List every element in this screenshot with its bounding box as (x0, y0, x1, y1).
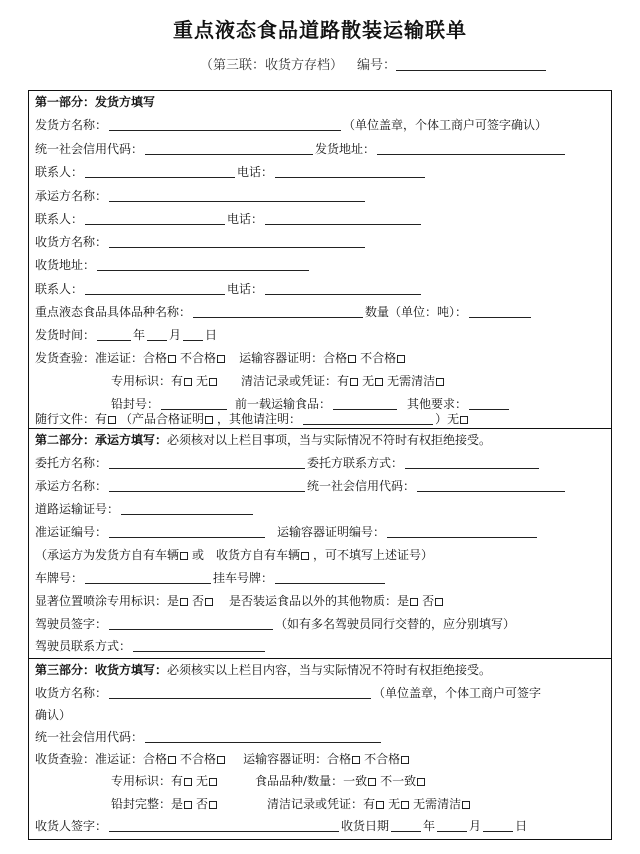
label-no: 否 (196, 797, 209, 811)
label-seal-intact: 铅封完整： (111, 797, 172, 811)
label-yes: 有 (171, 374, 184, 388)
recv-container-qualified-checkbox[interactable] (352, 756, 360, 764)
label-carrier-name: 承运方名称： (35, 479, 108, 493)
spray-yes-checkbox[interactable] (180, 598, 188, 606)
permit-qualified-checkbox[interactable] (168, 355, 176, 363)
seal-note-b: 确认） (35, 708, 72, 722)
seal-no-field[interactable] (161, 397, 227, 410)
client-name-field[interactable] (109, 456, 305, 469)
number-field[interactable] (396, 56, 546, 71)
trailer-field[interactable] (275, 571, 385, 584)
label-consistent: 一致 (343, 774, 368, 788)
label-no: 无 (196, 774, 209, 788)
receive-addr-field[interactable] (97, 258, 309, 271)
label-no: 无 (362, 374, 375, 388)
ship-day-field[interactable] (183, 328, 203, 341)
label-phone: 电话： (237, 165, 274, 179)
container-cert-no-field[interactable] (387, 525, 537, 538)
label-permit: 准运证： (95, 752, 144, 766)
part3-header: 第三部分：收货方填写： (35, 663, 168, 677)
recv-mark-yes-checkbox[interactable] (184, 778, 192, 786)
label-product-name: 重点液态食品具体品种名称： (35, 305, 192, 319)
label-no: 否 (422, 594, 435, 608)
part3-section (29, 658, 611, 840)
label-permit-no: 准运证编号： (35, 525, 108, 539)
sender-name-field[interactable] (109, 118, 341, 131)
product-name-field[interactable] (193, 305, 363, 318)
label-attached: 随行文件： (35, 412, 96, 426)
sender-vehicle-checkbox[interactable] (180, 552, 188, 560)
clean-yes-checkbox[interactable] (350, 378, 358, 386)
credit-code-field[interactable] (145, 142, 313, 155)
recv-mark-no-checkbox[interactable] (209, 778, 217, 786)
other-note-field[interactable] (303, 412, 433, 425)
receive-month-field[interactable] (437, 819, 467, 832)
label-sender-name: 发货方名称： (35, 118, 108, 132)
label-yes: 有 (171, 774, 184, 788)
label-special-mark: 专用标识： (111, 774, 172, 788)
receiver-phone-field[interactable] (265, 282, 421, 295)
label-receiver-name: 收货方名称： (35, 686, 108, 700)
carrier-name-field[interactable] (109, 189, 365, 202)
label-contact: 联系人： (35, 165, 84, 179)
document-subtitle (200, 54, 620, 73)
label-unqualified: 不合格 (364, 752, 401, 766)
label-carrier-name: 承运方名称： (35, 189, 108, 203)
recv-clean-no-checkbox[interactable] (401, 801, 409, 809)
label-qualified: 合格 (143, 752, 168, 766)
label-no: 无 (388, 797, 401, 811)
label-prev-load: 前一载运输食品： (235, 397, 332, 411)
label-month: 月 (469, 819, 482, 833)
label-unqualified: 不合格 (180, 752, 217, 766)
part2-header-note: 必须核对以上栏目事项，当与实际情况不符时有权拒绝接受。 (167, 433, 492, 447)
label-inspection: 发货查验： (35, 351, 96, 365)
container-qualified-checkbox[interactable] (348, 355, 356, 363)
label-unqualified: 不合格 (360, 351, 397, 365)
label-ship-time: 发货时间： (35, 328, 96, 342)
label-month: 月 (169, 328, 182, 342)
other-goods-yes-checkbox[interactable] (410, 598, 418, 606)
label-cleaning: 清洁记录或凭证： (241, 374, 338, 388)
label-receiver-name: 收货方名称： (35, 235, 108, 249)
driver-sign-field[interactable] (109, 617, 273, 630)
no-clean-checkbox[interactable] (436, 378, 444, 386)
label-receive-addr: 收货地址： (35, 258, 96, 272)
label-spray-mark: 显著位置喷涂专用标识： (35, 594, 168, 608)
prev-load-field[interactable] (333, 397, 397, 410)
label-unqualified: 不合格 (180, 351, 217, 365)
receiver-contact-field[interactable] (85, 282, 225, 295)
sender-phone-field[interactable] (275, 165, 425, 178)
label-trailer: 挂车号牌： (213, 571, 274, 585)
receiver-vehicle-checkbox[interactable] (301, 552, 309, 560)
label-day: 日 (205, 328, 218, 342)
label-attached-yes: 有 (95, 412, 108, 426)
recv-clean-yes-checkbox[interactable] (376, 801, 384, 809)
part2-section (29, 428, 611, 659)
label-yes: 是 (171, 797, 184, 811)
label-special-mark: 专用标识： (111, 374, 172, 388)
label-credit-code: 统一社会信用代码： (35, 730, 144, 744)
label-other-note: ，其他请注明： (217, 412, 302, 426)
document-title: 重点液态食品道路散装运输联单 (173, 18, 467, 42)
clean-no-checkbox[interactable] (375, 378, 383, 386)
attached-yes-checkbox[interactable] (108, 416, 116, 424)
mark-no-checkbox[interactable] (209, 378, 217, 386)
label-credit-code: 统一社会信用代码： (307, 479, 416, 493)
ship-month-field[interactable] (147, 328, 167, 341)
label-qualified: 合格 (323, 351, 348, 365)
label-client-name: 委托方名称： (35, 456, 108, 470)
seal-intact-no-checkbox[interactable] (209, 801, 217, 809)
recv-permit-unqualified-checkbox[interactable] (217, 756, 225, 764)
recv-container-unqualified-checkbox[interactable] (401, 756, 409, 764)
label-contact: 联系人： (35, 212, 84, 226)
own-vehicle-note-a: （承运方为发货方自有车辆 (35, 548, 180, 562)
sender-contact-field[interactable] (85, 165, 235, 178)
close-paren: ） (435, 412, 448, 426)
permit-unqualified-checkbox[interactable] (217, 355, 225, 363)
label-cleaning: 清洁记录或凭证： (267, 797, 364, 811)
label-driver-contact: 驾驶员联系方式： (35, 639, 132, 653)
receiver-name-field[interactable] (109, 235, 365, 248)
label-phone: 电话： (227, 282, 264, 296)
own-vehicle-note-b: 或 收货方自有车辆 (192, 548, 301, 562)
label-phone: 电话： (227, 212, 264, 226)
label-yes: 有 (363, 797, 376, 811)
label-variety-qty: 食品品种/数量： (255, 774, 344, 788)
attached-no-checkbox[interactable] (460, 416, 468, 424)
label-driver-sign: 驾驶员签字： (35, 617, 108, 631)
receive-day-field[interactable] (483, 819, 513, 832)
label-inspection: 收货查验： (35, 752, 96, 766)
label-no-clean: 无需清洁 (413, 797, 462, 811)
label-container-cert-no: 运输容器证明编号： (277, 525, 386, 539)
label-plate: 车牌号： (35, 571, 84, 585)
carrier-contact-field[interactable] (85, 212, 225, 225)
sender-addr-field[interactable] (377, 142, 565, 155)
quantity-field[interactable] (469, 305, 531, 318)
label-permit: 准运证： (95, 351, 144, 365)
label-yes: 是 (167, 594, 180, 608)
inconsistent-checkbox[interactable] (417, 778, 425, 786)
label-container-cert: 运输容器证明： (239, 351, 324, 365)
receiver-sign-field[interactable] (109, 819, 339, 832)
consistent-checkbox[interactable] (368, 778, 376, 786)
label-product-cert: （产品合格证明 (120, 412, 205, 426)
label-year: 年 (133, 328, 146, 342)
product-cert-checkbox[interactable] (205, 416, 213, 424)
permit-no-field[interactable] (109, 525, 265, 538)
copy-note: （第三联：收货方存档） (200, 58, 344, 73)
label-seal-no: 铅封号： (111, 397, 160, 411)
receiver-credit-field[interactable] (145, 730, 381, 743)
road-cert-field[interactable] (121, 502, 253, 515)
label-quantity: 数量（单位：吨）： (365, 305, 468, 319)
label-receive-date: 收货日期 (341, 819, 390, 833)
plate-field[interactable] (85, 571, 211, 584)
label-other-req: 其他要求： (407, 397, 468, 411)
receive-year-field[interactable] (391, 819, 421, 832)
seal-intact-yes-checkbox[interactable] (184, 801, 192, 809)
label-inconsistent: 不一致 (380, 774, 417, 788)
label-no-clean: 无需清洁 (387, 374, 436, 388)
waybill-form (28, 90, 612, 840)
label-day: 日 (515, 819, 528, 833)
client-contact-field[interactable] (405, 456, 539, 469)
own-vehicle-note-c: ，可不填写上述证号） (313, 548, 434, 562)
label-client-contact: 委托方联系方式： (307, 456, 404, 470)
container-unqualified-checkbox[interactable] (397, 355, 405, 363)
part3-header-note: 必须核实以上栏目内容，当与实际情况不符时有权拒绝接受。 (167, 663, 492, 677)
carrier-phone-field[interactable] (265, 212, 421, 225)
number-label: 编号： (357, 58, 397, 73)
label-credit-code: 统一社会信用代码： (35, 142, 144, 156)
seal-note-a: （单位盖章，个体工商户可签字 (373, 686, 542, 700)
spray-no-checkbox[interactable] (205, 598, 213, 606)
mark-yes-checkbox[interactable] (184, 378, 192, 386)
driver-contact-field[interactable] (133, 639, 265, 652)
label-no: 否 (192, 594, 205, 608)
label-sender-addr: 发货地址： (315, 142, 376, 156)
ship-year-field[interactable] (97, 328, 131, 341)
label-year: 年 (423, 819, 436, 833)
label-receiver-sign: 收货人签字： (35, 819, 108, 833)
other-req-field[interactable] (469, 397, 509, 410)
driver-note: （如有多名驾驶员同行交替的，应分别填写） (275, 617, 516, 631)
label-no: 无 (196, 374, 209, 388)
other-goods-no-checkbox[interactable] (435, 598, 443, 606)
part2-header: 第二部分：承运方填写： (35, 433, 168, 447)
carrier-name-field-2[interactable] (109, 479, 305, 492)
label-container-cert: 运输容器证明： (243, 752, 328, 766)
recv-no-clean-checkbox[interactable] (462, 801, 470, 809)
label-yes: 有 (337, 374, 350, 388)
carrier-credit-field[interactable] (417, 479, 565, 492)
receiver-name-field-3[interactable] (109, 686, 371, 699)
label-qualified: 合格 (143, 351, 168, 365)
part1-header: 第一部分：发货方填写 (35, 95, 156, 109)
seal-note: （单位盖章，个体工商户可签字确认） (343, 118, 548, 132)
label-contact: 联系人： (35, 282, 84, 296)
recv-permit-qualified-checkbox[interactable] (168, 756, 176, 764)
part1-section (29, 91, 611, 428)
label-attached-no: 无 (447, 412, 460, 426)
label-qualified: 合格 (327, 752, 352, 766)
label-other-goods: 是否装运食品以外的其他物质： (229, 594, 398, 608)
label-yes: 是 (397, 594, 410, 608)
label-road-cert: 道路运输证号： (35, 502, 120, 516)
